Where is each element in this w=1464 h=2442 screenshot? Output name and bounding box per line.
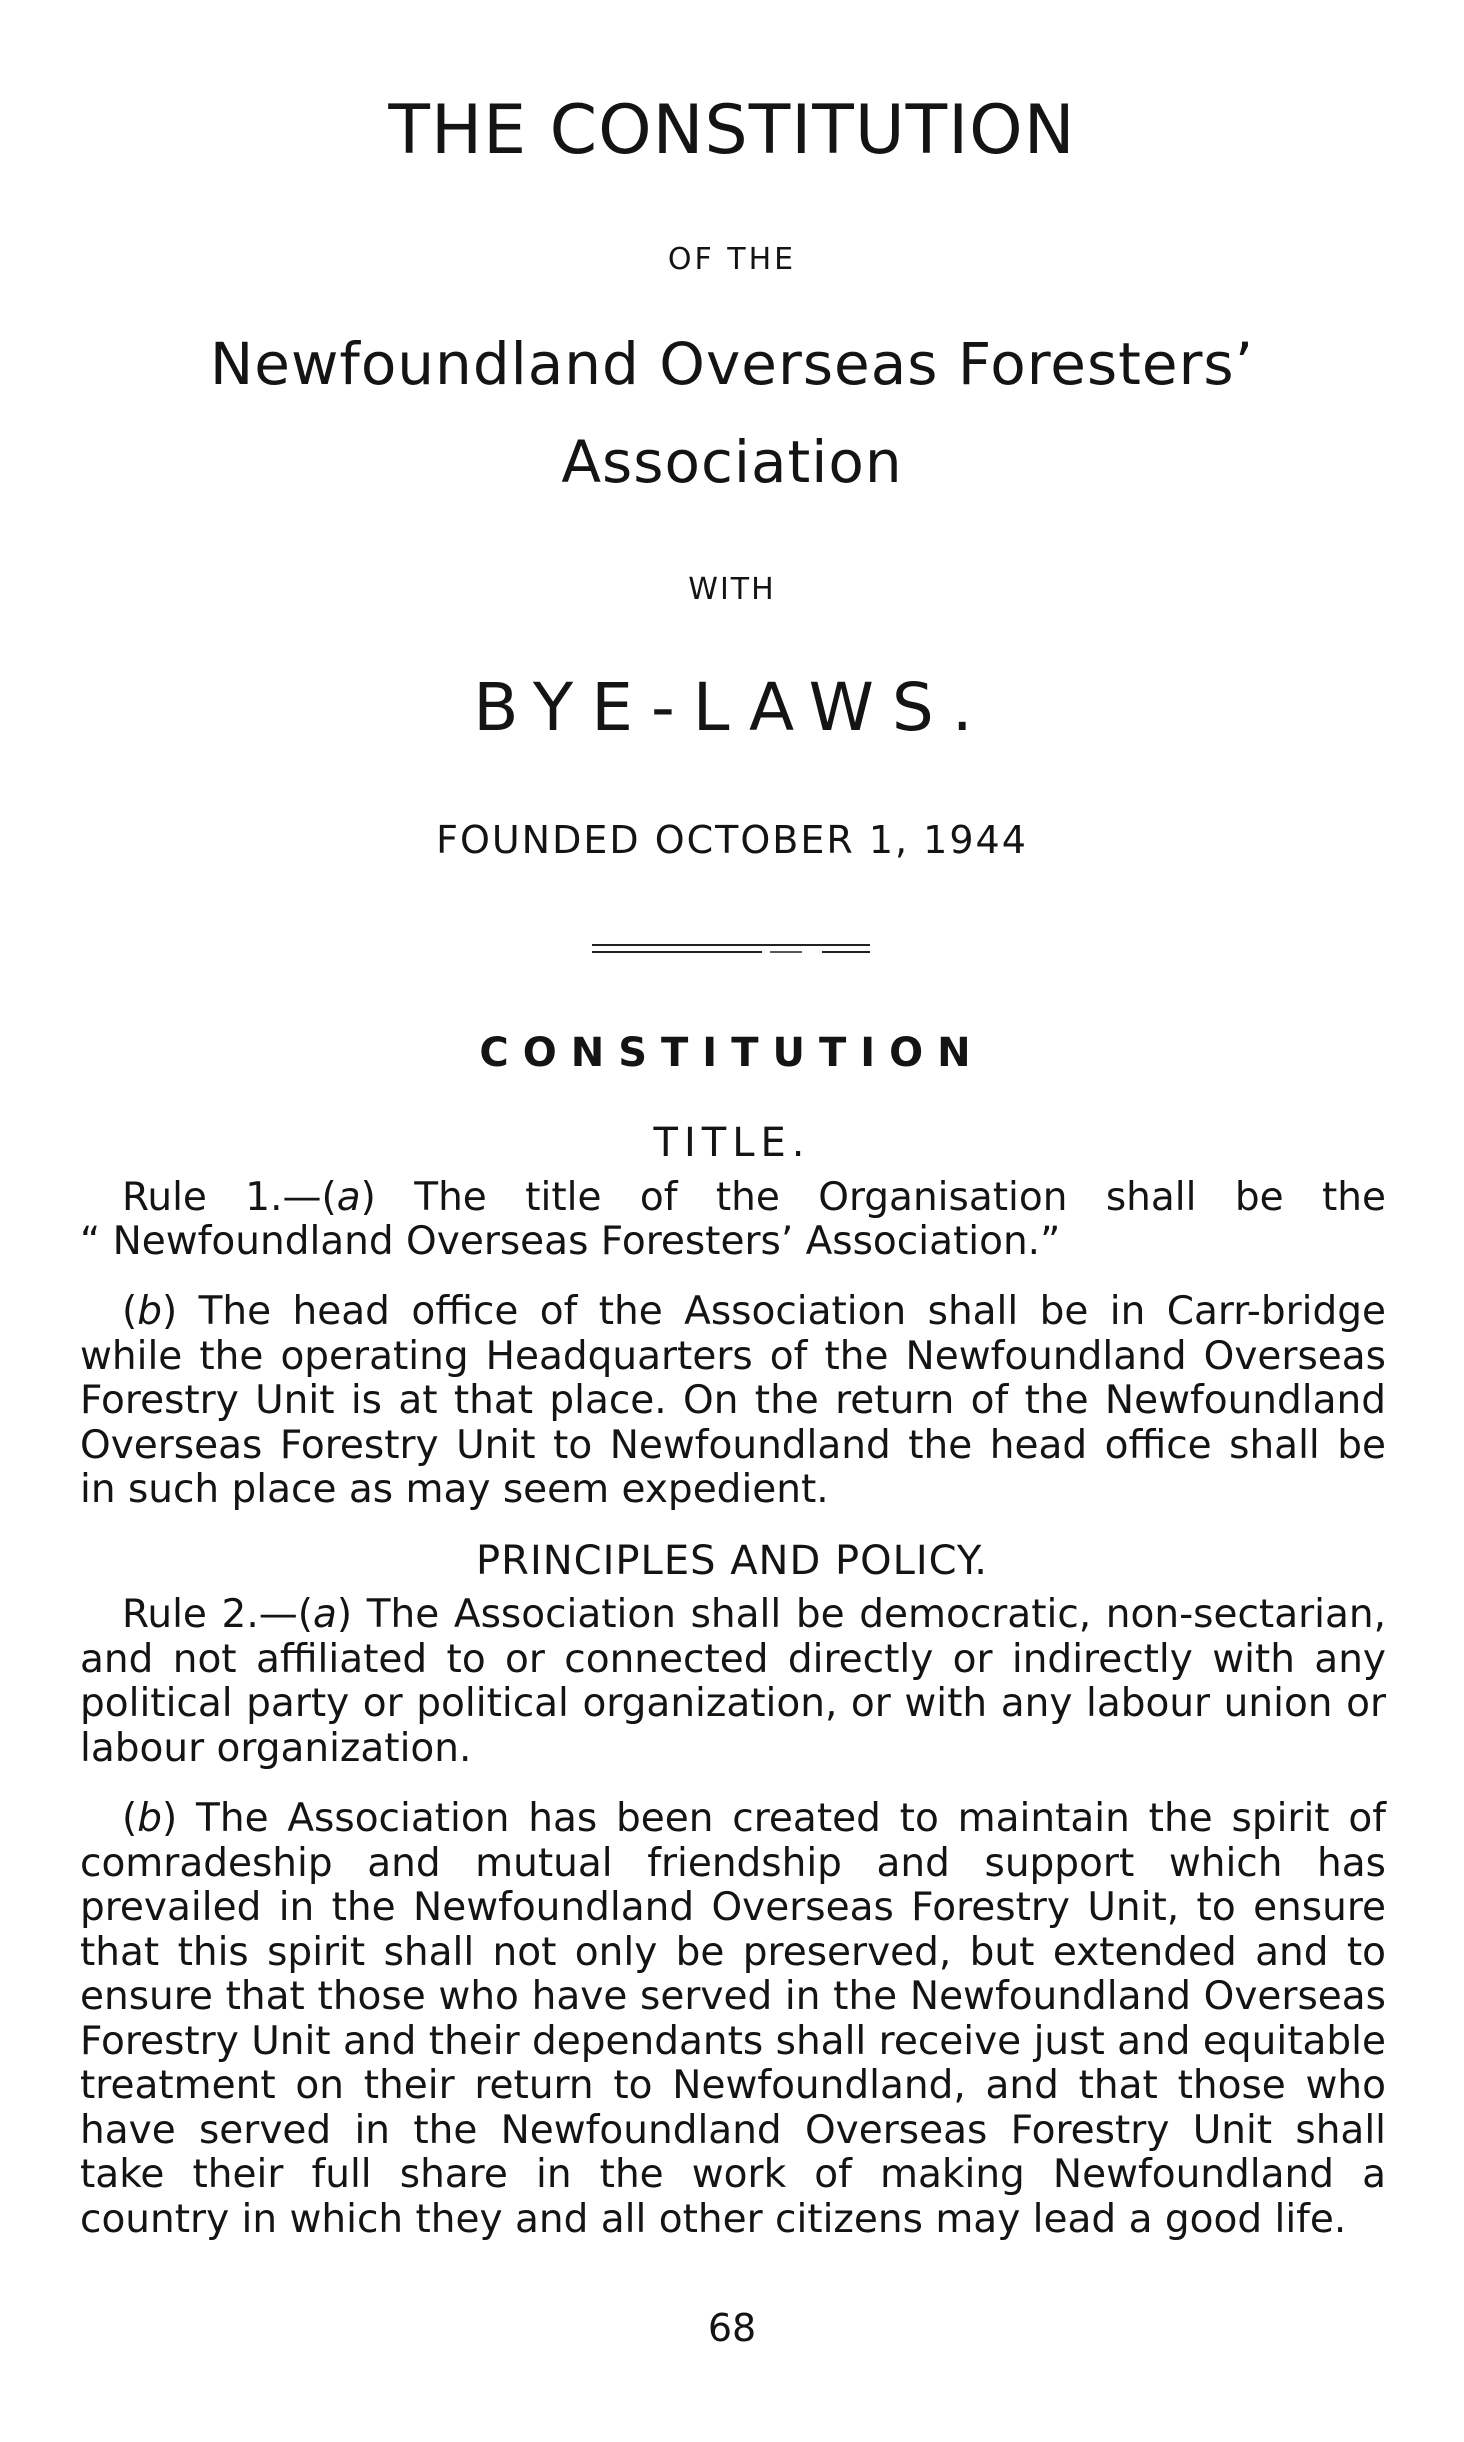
rule-2a-paragraph — [80, 1593, 1386, 1771]
rule-2a-prefix: Rule 2.—( — [122, 1592, 313, 1637]
page-number: 68 — [707, 2306, 757, 2350]
constitution-heading: CONSTITUTION — [479, 1030, 985, 1076]
rule-1b-letter: b — [137, 1289, 162, 1334]
rule-1a-prefix: Rule 1.—( — [122, 1175, 337, 1220]
rule-2b-letter: b — [137, 1796, 162, 1841]
bye-laws-title: BYE-LAWS. — [473, 669, 991, 746]
rule-1b-open: ( — [122, 1289, 138, 1334]
rule-1a-letter: a — [336, 1175, 361, 1220]
rule-2b-paragraph — [80, 1797, 1386, 2242]
rule-2b-text: ) The Association has been created to maintain the spirit of comradeship and mutual friendship and support which has prevailed in the Newfoundland Overseas Forestry Unit, to ensure that this spirit shall not only be preserved, but extended and to ensure that those who have served in the Newfoundland Overseas Forestry Unit and their dependants shall receive just and equitable treatment on their return to Newfoundland, and that those who have served in the Newfoundland Overseas Forestry Unit shall take their full share in the work of making Newfoundland a country in which they and all other citizens may lead a good life. — [80, 1796, 1386, 2242]
rule-2a-text: ) The Association shall be democratic, non-sectarian, and not affiliated to or connected directly or indirectly with any political party or political organization, or with any labour union or labour organization. — [80, 1592, 1386, 1771]
decorative-divider — [592, 940, 870, 960]
organization-name-line-1: Newfoundland Overseas Foresters’ — [209, 330, 1255, 398]
principles-subheading: PRINCIPLES AND POLICY. — [476, 1538, 988, 1584]
rule-1b-paragraph — [80, 1290, 1386, 1513]
title-subheading: TITLE. — [653, 1120, 811, 1166]
rule-1b-text: ) The head office of the Association shall be in Carr-bridge while the operating Headquarters of the Newfoundland Overseas Forestry Unit is at that place. On the return of the Newfoundland Overseas Forestry Unit to Newfoundland the head office shall be in such place as may seem expedient. — [80, 1289, 1386, 1512]
rule-2a-letter: a — [312, 1592, 337, 1637]
of-the-label: OF THE — [667, 242, 797, 277]
with-label: WITH — [688, 572, 776, 607]
founded-date: FOUNDED OCTOBER 1, 1944 — [436, 818, 1028, 862]
main-title: THE CONSTITUTION — [388, 91, 1076, 170]
rule-1a-line-1: ) The title of the Organisation shall be the — [360, 1175, 1387, 1220]
rule-2b-open: ( — [122, 1796, 138, 1841]
rule-1a-continuation: “ Newfoundland Overseas Foresters’ Association.” — [80, 1219, 1061, 1264]
organization-name-line-2: Association — [561, 428, 903, 496]
rule-1a-paragraph — [80, 1176, 1386, 1221]
